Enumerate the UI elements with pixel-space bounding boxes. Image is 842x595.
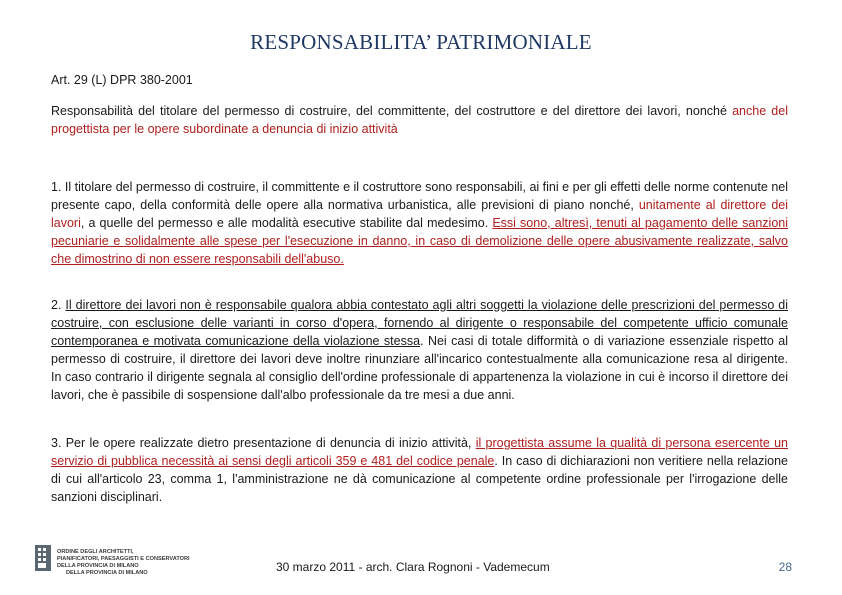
p2-number: 2.: [51, 298, 66, 312]
p3-text-c: . In caso di dichiarazioni non veritiere nella relazione di cui all'articolo 23, comma 1, l'amministrazione ne dà comunicazione al competente ordine professionale per l'irrogazione delle sanzioni disciplinari.: [51, 454, 788, 504]
order-logo: [33, 543, 241, 583]
page-number: 28: [778, 560, 792, 574]
article-reference: Art. 29 (L) DPR 380-2001: [51, 73, 193, 87]
p3-text-a: 3. Per le opere realizzate dietro presentazione di denuncia di inizio attività,: [51, 436, 476, 450]
logo-line-1: ORDINE DEGLI ARCHITETTI,: [57, 549, 134, 555]
paragraph-2: [51, 296, 788, 404]
p1-text-a: 1. Il titolare del permesso di costruire, il committente e il costruttore sono responsabili, ai fini e per gli effetti delle norme contenute nel presente capo, della conformità delle opere alla normativa urbanistica, alle previsioni di piano nonché,: [51, 180, 788, 212]
p3-underlined-highlight: il progettista assume la qualità di persona esercente un servizio di pubblica necessità ai sensi degli articoli 359 e 481 del codice penale: [51, 436, 788, 468]
p1-highlight: unitamente al direttore dei lavori: [51, 198, 789, 230]
p1-underlined-highlight: Essi sono, altresì, tenuti al pagamento delle sanzioni pecuniarie e solidalmente alle spese per l'esecuzione in danno, in caso di demolizione delle opere abusivamente realizzate, salvo che dimostrino di non essere responsabili dell'abuso.: [51, 216, 788, 266]
intro-highlight: anche del progettista per le opere subordinate a denuncia di inizio attività: [51, 104, 788, 136]
logo-line-3: DELLA PROVINCIA DI MILANO: [57, 563, 139, 569]
intro-paragraph: [51, 102, 788, 138]
page-title: RESPONSABILITA’ PATRIMONIALE: [250, 30, 592, 54]
paragraph-3: [51, 434, 788, 506]
footer-caption: 30 marzo 2011 - arch. Clara Rognoni - Vademecum: [276, 560, 550, 574]
logo-line-4: DELLA PROVINCIA DI MILANO: [66, 570, 148, 576]
p2-text-c: . Nei casi di totale difformità o di variazione essenziale rispetto al permesso di costruire, il direttore dei lavori deve inoltre rinunziare all'incarico contestualmente alla comunicazione resa al dirigente. In caso contrario il dirigente segnala al consiglio dell'ordine professionale di appartenenza la violazione in cui è incorso il direttore dei lavori, che è passibile di sospensione dall'albo professionale da tre mesi a due anni.: [51, 334, 789, 402]
p2-underlined: Il direttore dei lavori non è responsabile qualora abbia contestato agli altri soggetti la violazione delle prescrizioni del permesso di costruire, con esclusione delle varianti in corso d'opera, fornendo al dirigente o responsabile del competente ufficio comunale contemporanea e motivata comunicazione della violazione stessa: [51, 298, 788, 348]
p1-text-c: , a quelle del permesso e alle modalità esecutive stabilite dal medesimo.: [80, 216, 493, 230]
logo-line-2: PIANIFICATORI, PAESAGGISTI E CONSERVATORI: [57, 556, 190, 562]
paragraph-1: [51, 178, 788, 268]
intro-text: Responsabilità del titolare del permesso di costruire, del committente, del costruttore e del direttore dei lavori, nonché: [51, 104, 733, 118]
